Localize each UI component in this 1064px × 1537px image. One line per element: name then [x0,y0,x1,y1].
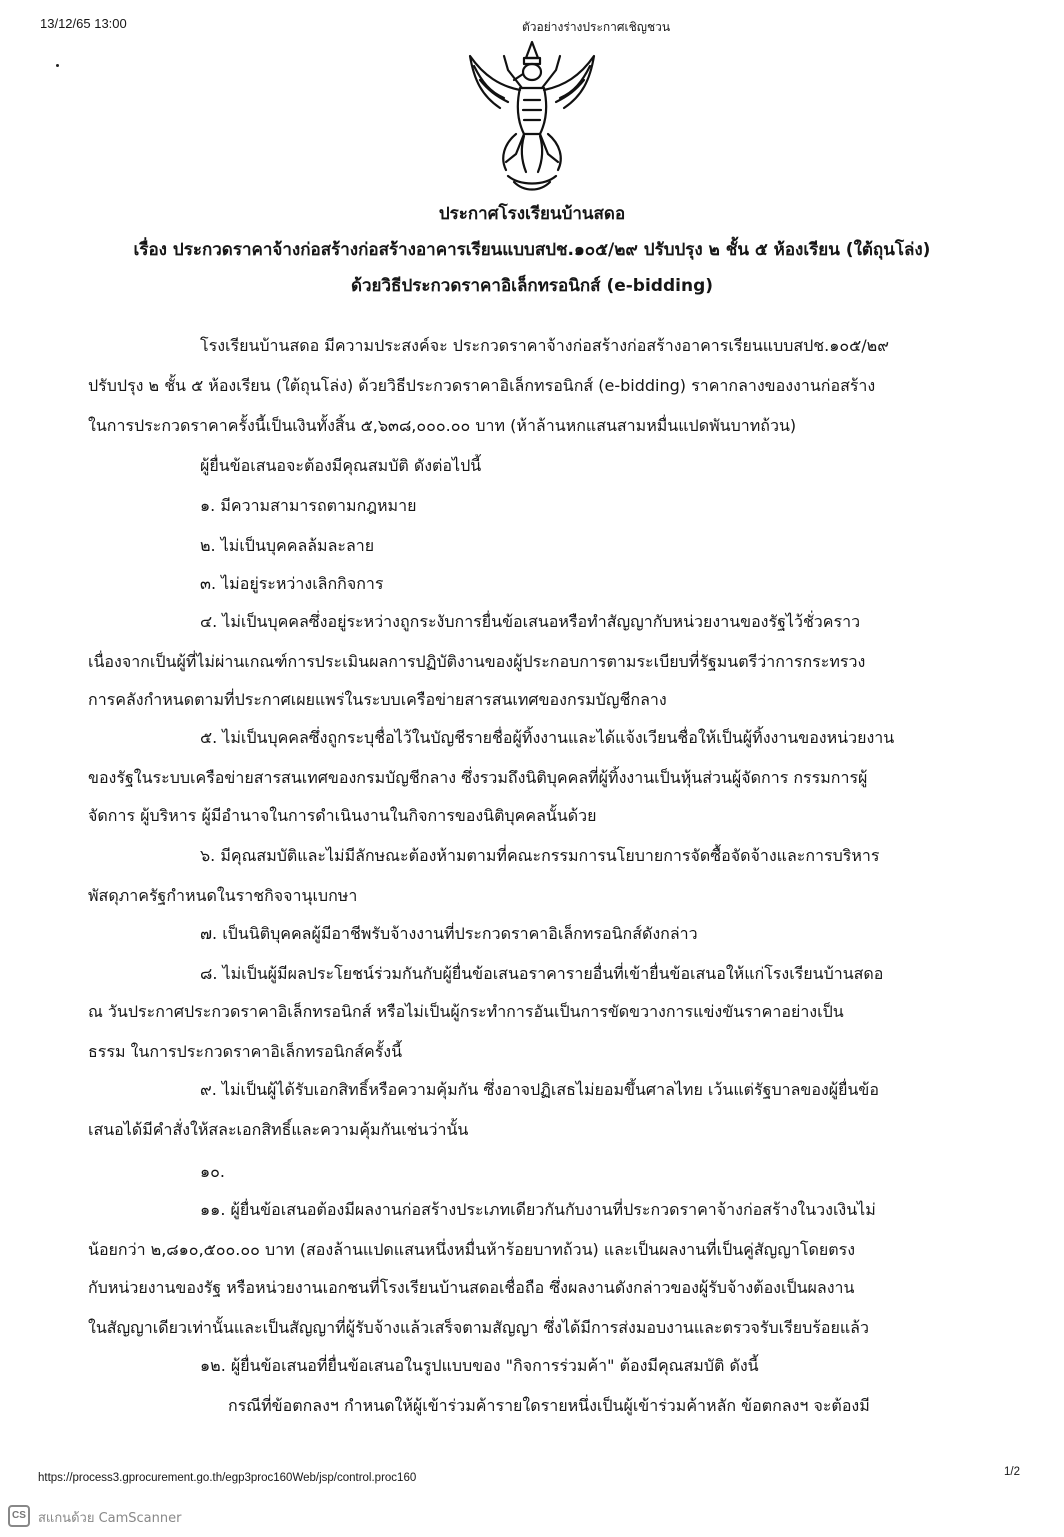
body-line: ๕. ไม่เป็นบุคคลซึ่งถูกระบุชื่อไว้ในบัญชีรายชื่อผู้ทิ้งงานและได้แจ้งเวียนชื่อให้เป็นผู้ทิ้งงานของหน่วยงาน [200,728,895,747]
draft-label: ตัวอย่างร่างประกาศเชิญชวน [522,20,671,34]
body-line: ๙. ไม่เป็นผู้ได้รับเอกสิทธิ์หรือความคุ้มกัน ซึ่งอาจปฏิเสธไม่ยอมขึ้นศาลไทย เว้นแต่รัฐบาลของผู้ยื่นข้อ [200,1080,879,1099]
camscanner-icon: CS [8,1505,30,1527]
body-line: ๗. เป็นนิติบุคคลผู้มีอาชีพรับจ้างงานที่ประกวดราคาอิเล็กทรอนิกส์ดังกล่าว [200,924,698,943]
body-line: ๑๑. ผู้ยื่นข้อเสนอต้องมีผลงานก่อสร้างประเภทเดียวกันกับงานที่ประกวดราคาจ้างก่อสร้างในวงเงินไม่ [200,1200,876,1219]
body-line: เนื่องจากเป็นผู้ที่ไม่ผ่านเกณฑ์การประเมินผลการปฏิบัติงานของผู้ประกอบการตามระเบียบที่รัฐมนตรีว่าการกระทรวง [88,652,866,671]
body-line: กรณีที่ข้อตกลงฯ กำหนดให้ผู้เข้าร่วมค้ารายใดรายหนึ่งเป็นผู้เข้าร่วมค้าหลัก ข้อตกลงฯ จะต้องมี [228,1396,870,1415]
body-line: ในการประกวดราคาครั้งนี้เป็นเงินทั้งสิ้น ๕,๖๓๘,๐๐๐.๐๐ บาท (ห้าล้านหกแสนสามหมื่นแปดพันบาทถ้วน) [88,416,797,435]
body-line: ๘. ไม่เป็นผู้มีผลประโยชน์ร่วมกันกับผู้ยื่นข้อเสนอราคารายอื่นที่เข้ายื่นข้อเสนอให้แก่โรงเรียนบ้านสดอ [200,964,884,983]
body-line: ในสัญญาเดียวเท่านั้นและเป็นสัญญาที่ผู้รับจ้างแล้วเสร็จตามสัญญา ซึ่งได้มีการส่งมอบงานและตรวจรับเรียบร้อยแล้ว [88,1318,869,1337]
body-line: ๔. ไม่เป็นบุคคลซึ่งอยู่ระหว่างถูกระงับการยื่นข้อเสนอหรือทำสัญญากับหน่วยงานของรัฐไว้ชั่วคราว [200,612,861,631]
body-line: เสนอได้มีคำสั่งให้สละเอกสิทธิ์และความคุ้มกันเช่นว่านั้น [88,1120,469,1139]
body-line: ณ วันประกาศประกวดราคาอิเล็กทรอนิกส์ หรือไม่เป็นผู้กระทำการอันเป็นการขัดขวางการแข่งขันราคาอย่างเป็น [88,1002,844,1021]
body-line: ปรับปรุง ๒ ชั้น ๕ ห้องเรียน (ใต้ถุนโล่ง) ด้วยวิธีประกวดราคาอิเล็กทรอนิกส์ (e-bidding) ราคากลางของงานก่อสร้าง [88,376,876,395]
announcement-method: ด้วยวิธีประกวดราคาอิเล็กทรอนิกส์ (e-bidding) [350,276,714,296]
body-line: กับหน่วยงานของรัฐ หรือหน่วยงานเอกชนที่โรงเรียนบ้านสดอเชื่อถือ ซึ่งผลงานดังกล่าวของผู้รับจ้างต้องเป็นผลงาน [88,1278,855,1297]
speck [56,64,59,67]
body-line: โรงเรียนบ้านสดอ มีความประสงค์จะ ประกวดราคาจ้างก่อสร้างก่อสร้างอาคารเรียนแบบสปช.๑๐๕/๒๙ [200,336,889,355]
body-line: ๖. มีคุณสมบัติและไม่มีลักษณะต้องห้ามตามที่คณะกรรมการนโยบายการจัดซื้อจัดจ้างและการบริหาร [200,846,880,865]
body-line: ๒. ไม่เป็นบุคคลล้มละลาย [200,536,375,555]
body-line: ๑๐. [200,1162,226,1181]
page-number: 1/2 [1004,1466,1020,1478]
camscanner-label: สแกนด้วย CamScanner [38,1511,182,1526]
garuda-emblem-icon [460,36,604,196]
source-url: https://process3.gprocurement.go.th/egp3proc160Web/jsp/control.proc160 [38,1472,417,1484]
body-line: ผู้ยื่นข้อเสนอจะต้องมีคุณสมบัติ ดังต่อไปนี้ [200,456,482,475]
body-line: จัดการ ผู้บริหาร ผู้มีอำนาจในการดำเนินงานในกิจการของนิติบุคคลนั้นด้วย [88,806,597,825]
body-line: พัสดุภาครัฐกำหนดในราชกิจจานุเบกษา [88,886,358,905]
body-line: ธรรม ในการประกวดราคาอิเล็กทรอนิกส์ครั้งนี้ [88,1042,403,1061]
announcement-heading: ประกาศโรงเรียนบ้านสดอ [438,204,626,224]
print-timestamp: 13/12/65 13:00 [40,16,127,31]
body-line: ๓. ไม่อยู่ระหว่างเลิกกิจการ [200,574,384,593]
announcement-subject: เรื่อง ประกวดราคาจ้างก่อสร้างก่อสร้างอาคารเรียนแบบสปช.๑๐๕/๒๙ ปรับปรุง ๒ ชั้น ๕ ห้องเรียน (ใต้ถุนโล่ง) [133,240,931,260]
body-line: ของรัฐในระบบเครือข่ายสารสนเทศของกรมบัญชีกลาง ซึ่งรวมถึงนิติบุคคลที่ผู้ทิ้งงานเป็นหุ้นส่วนผู้จัดการ กรรมการผู้ [88,768,868,787]
body-line: ๑๒. ผู้ยื่นข้อเสนอที่ยื่นข้อเสนอในรูปแบบของ "กิจการร่วมค้า" ต้องมีคุณสมบัติ ดังนี้ [200,1356,759,1375]
body-line: การคลังกำหนดตามที่ประกาศเผยแพร่ในระบบเครือข่ายสารสนเทศของกรมบัญชีกลาง [88,690,667,709]
body-line: น้อยกว่า ๒,๘๑๐,๕๐๐.๐๐ บาท (สองล้านแปดแสนหนึ่งหมื่นห้าร้อยบาทถ้วน) และเป็นผลงานที่เป็นคู่สัญญาโดยตรง [88,1240,856,1259]
body-line: ๑. มีความสามารถตามกฎหมาย [200,496,417,515]
